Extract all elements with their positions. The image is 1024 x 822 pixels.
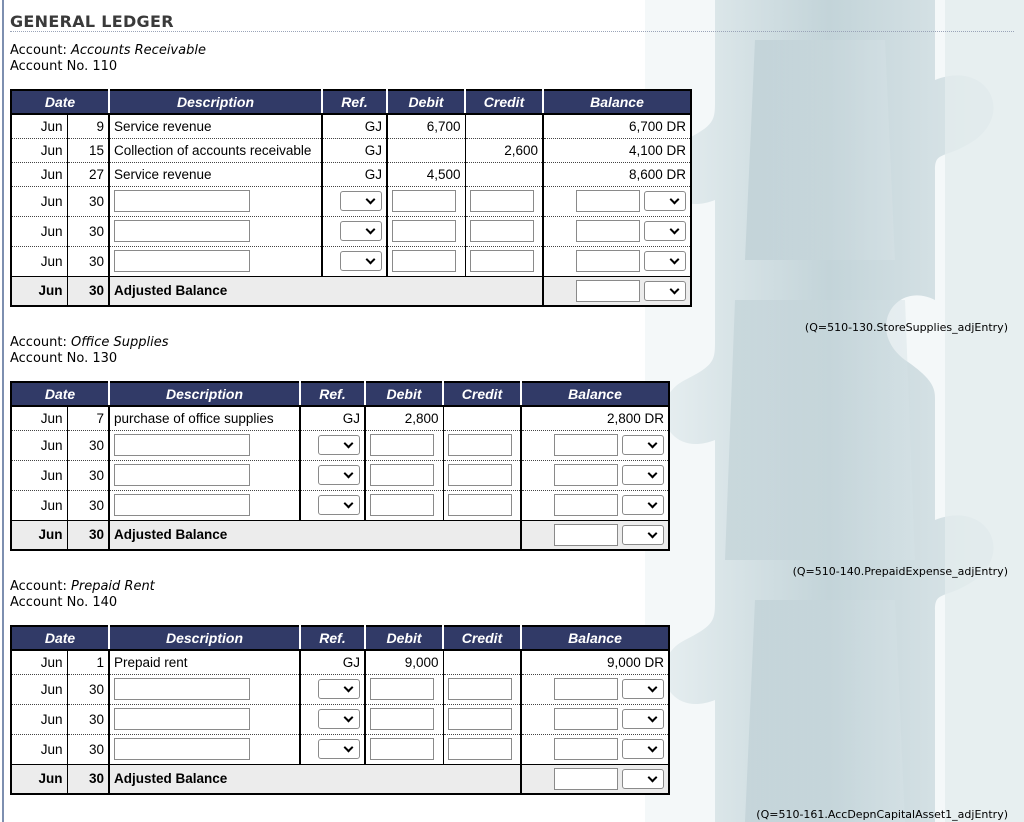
debit-cell xyxy=(387,216,465,246)
account-number: 110 xyxy=(92,59,118,74)
debit-input[interactable] xyxy=(392,190,456,212)
col-ref: Ref. xyxy=(300,626,365,650)
entry-day: 30 xyxy=(67,764,109,794)
entry-debit xyxy=(387,138,465,162)
col-debit: Debit xyxy=(365,626,443,650)
account-label: Account: xyxy=(10,43,72,58)
chevron-down-icon xyxy=(648,439,658,449)
description-input[interactable] xyxy=(114,190,250,212)
question-reference: (Q=510-161.AccDepnCapitalAsset1_adjEntry) xyxy=(756,808,1008,821)
account-label: Account: xyxy=(10,335,72,350)
balance-input[interactable] xyxy=(576,190,640,212)
ledger-table-prepaid-rent xyxy=(10,625,670,795)
entry-month: Jun xyxy=(11,186,67,216)
entry-month: Jun xyxy=(11,406,67,430)
entry-balance: 2,800 DR xyxy=(521,406,669,430)
adjusted-balance-row xyxy=(11,520,669,550)
balance-cell xyxy=(543,216,691,246)
debit-input[interactable] xyxy=(370,678,434,700)
balance-side-select[interactable] xyxy=(622,465,664,485)
ref-select[interactable] xyxy=(318,709,360,729)
table-header-row xyxy=(11,90,691,114)
credit-input[interactable] xyxy=(448,434,512,456)
balance-side-select[interactable] xyxy=(622,679,664,699)
entry-day: 30 xyxy=(67,490,109,520)
col-date: Date xyxy=(11,626,109,650)
chevron-down-icon xyxy=(670,255,680,265)
col-debit: Debit xyxy=(387,90,465,114)
ref-select[interactable] xyxy=(318,739,360,759)
description-input[interactable] xyxy=(114,494,250,516)
ref-select[interactable] xyxy=(318,465,360,485)
entry-credit xyxy=(465,162,543,186)
chevron-down-icon xyxy=(670,284,680,294)
entry-description: Service revenue xyxy=(109,162,322,186)
entry-day: 30 xyxy=(67,430,109,460)
description-input[interactable] xyxy=(114,738,250,760)
balance-cell xyxy=(543,186,691,216)
balance-side-select[interactable] xyxy=(622,769,664,789)
entry-description: purchase of office supplies xyxy=(109,406,300,430)
description-cell xyxy=(109,246,322,276)
balance-side-select[interactable] xyxy=(622,709,664,729)
ref-cell xyxy=(300,734,365,764)
entry-day: 27 xyxy=(67,162,109,186)
col-ref: Ref. xyxy=(300,382,365,406)
description-cell xyxy=(109,674,300,704)
entry-debit: 4,500 xyxy=(387,162,465,186)
chevron-down-icon xyxy=(648,499,658,509)
account-name-line xyxy=(10,43,206,58)
entry-day: 30 xyxy=(67,734,109,764)
entry-credit xyxy=(443,650,521,674)
chevron-down-icon xyxy=(648,743,658,753)
credit-input[interactable] xyxy=(448,738,512,760)
entry-day: 30 xyxy=(67,216,109,246)
entry-day: 15 xyxy=(67,138,109,162)
balance-input[interactable] xyxy=(554,434,618,456)
entry-month: Jun xyxy=(11,216,67,246)
chevron-down-icon xyxy=(366,225,376,235)
balance-input[interactable] xyxy=(576,220,640,242)
input-row xyxy=(11,674,669,704)
account-number: 140 xyxy=(92,595,118,610)
col-debit: Debit xyxy=(365,382,443,406)
balance-cell xyxy=(543,276,691,306)
credit-cell xyxy=(443,734,521,764)
account-number-line xyxy=(10,351,117,366)
col-date: Date xyxy=(11,382,109,406)
page-title: GENERAL LEDGER xyxy=(10,12,174,31)
input-row xyxy=(11,246,691,276)
balance-side-select[interactable] xyxy=(622,525,664,545)
entry-credit xyxy=(465,114,543,138)
entry-day: 1 xyxy=(67,650,109,674)
chevron-down-icon xyxy=(648,713,658,723)
adjusted-balance-label: Adjusted Balance xyxy=(109,276,543,306)
debit-input[interactable] xyxy=(370,708,434,730)
ref-cell xyxy=(300,460,365,490)
entry-month: Jun xyxy=(11,490,67,520)
account-number-label: Account No. xyxy=(10,351,93,366)
balance-side-select[interactable] xyxy=(644,281,686,301)
balance-input[interactable] xyxy=(576,250,640,272)
balance-cell xyxy=(521,430,669,460)
table-header-row xyxy=(11,626,669,650)
account-number: 130 xyxy=(92,351,118,366)
ref-select[interactable] xyxy=(318,435,360,455)
table-row xyxy=(11,138,691,162)
entry-ref: GJ xyxy=(300,406,365,430)
description-cell xyxy=(109,216,322,246)
balance-cell xyxy=(543,246,691,276)
balance-side-select[interactable] xyxy=(622,495,664,515)
credit-input[interactable] xyxy=(470,250,534,272)
col-balance: Balance xyxy=(521,626,669,650)
ref-cell xyxy=(322,216,387,246)
ref-cell xyxy=(300,674,365,704)
input-row xyxy=(11,704,669,734)
chevron-down-icon xyxy=(648,772,658,782)
entry-ref: GJ xyxy=(322,114,387,138)
entry-day: 30 xyxy=(67,460,109,490)
entry-month: Jun xyxy=(11,674,67,704)
ledger-table-office-supplies xyxy=(10,381,670,551)
credit-input[interactable] xyxy=(448,464,512,486)
account-name-line xyxy=(10,579,155,594)
entry-credit xyxy=(443,406,521,430)
question-reference: (Q=510-140.PrepaidExpense_adjEntry) xyxy=(792,565,1008,578)
entry-month: Jun xyxy=(11,764,67,794)
debit-input[interactable] xyxy=(370,738,434,760)
debit-input[interactable] xyxy=(370,434,434,456)
col-credit: Credit xyxy=(443,382,521,406)
entry-credit: 2,600 xyxy=(465,138,543,162)
account-name: Office Supplies xyxy=(71,335,169,350)
input-row xyxy=(11,734,669,764)
account-name: Prepaid Rent xyxy=(71,579,155,594)
debit-cell xyxy=(387,186,465,216)
balance-side-select[interactable] xyxy=(644,191,686,211)
chevron-down-icon xyxy=(366,255,376,265)
entry-debit: 9,000 xyxy=(365,650,443,674)
account-number-line xyxy=(10,59,117,74)
col-balance: Balance xyxy=(521,382,669,406)
description-input[interactable] xyxy=(114,708,250,730)
account-number-label: Account No. xyxy=(10,59,93,74)
ref-select[interactable] xyxy=(340,251,382,271)
debit-cell xyxy=(365,430,443,460)
entry-balance: 6,700 DR xyxy=(543,114,691,138)
entry-month: Jun xyxy=(11,734,67,764)
input-row xyxy=(11,186,691,216)
credit-input[interactable] xyxy=(448,494,512,516)
entry-ref: GJ xyxy=(300,650,365,674)
description-cell xyxy=(109,490,300,520)
description-input[interactable] xyxy=(114,434,250,456)
debit-input[interactable] xyxy=(370,494,434,516)
table-row xyxy=(11,650,669,674)
question-reference: (Q=510-130.StoreSupplies_adjEntry) xyxy=(804,321,1008,334)
entry-ref: GJ xyxy=(322,138,387,162)
entry-day: 30 xyxy=(67,246,109,276)
balance-input[interactable] xyxy=(554,494,618,516)
description-cell xyxy=(109,430,300,460)
credit-cell xyxy=(465,216,543,246)
entry-day: 30 xyxy=(67,276,109,306)
debit-cell xyxy=(365,674,443,704)
credit-cell xyxy=(465,186,543,216)
entry-month: Jun xyxy=(11,460,67,490)
entry-month: Jun xyxy=(11,704,67,734)
entry-debit: 6,700 xyxy=(387,114,465,138)
col-credit: Credit xyxy=(465,90,543,114)
balance-input[interactable] xyxy=(554,678,618,700)
description-cell xyxy=(109,704,300,734)
entry-debit: 2,800 xyxy=(365,406,443,430)
account-label: Account: xyxy=(10,579,72,594)
credit-input[interactable] xyxy=(448,678,512,700)
credit-input[interactable] xyxy=(470,220,534,242)
balance-side-select[interactable] xyxy=(622,435,664,455)
adjusted-balance-input[interactable] xyxy=(554,768,618,790)
entry-description: Prepaid rent xyxy=(109,650,300,674)
chevron-down-icon xyxy=(366,195,376,205)
entry-month: Jun xyxy=(11,430,67,460)
adjusted-balance-label: Adjusted Balance xyxy=(109,520,521,550)
adjusted-balance-row xyxy=(11,764,669,794)
entry-month: Jun xyxy=(11,246,67,276)
entry-month: Jun xyxy=(11,650,67,674)
credit-input[interactable] xyxy=(470,190,534,212)
chevron-down-icon xyxy=(648,528,658,538)
input-row xyxy=(11,430,669,460)
col-description: Description xyxy=(109,382,300,406)
entry-day: 7 xyxy=(67,406,109,430)
entry-month: Jun xyxy=(11,138,67,162)
col-balance: Balance xyxy=(543,90,691,114)
entry-ref: GJ xyxy=(322,162,387,186)
credit-cell xyxy=(443,704,521,734)
adjusted-balance-row xyxy=(11,276,691,306)
input-row xyxy=(11,460,669,490)
entry-month: Jun xyxy=(11,114,67,138)
entry-day: 30 xyxy=(67,520,109,550)
input-row xyxy=(11,490,669,520)
entry-day: 30 xyxy=(67,674,109,704)
debit-input[interactable] xyxy=(392,220,456,242)
entry-day: 30 xyxy=(67,704,109,734)
debit-cell xyxy=(387,246,465,276)
entry-month: Jun xyxy=(11,276,67,306)
credit-cell xyxy=(465,246,543,276)
chevron-down-icon xyxy=(648,683,658,693)
chevron-down-icon xyxy=(344,743,354,753)
balance-input[interactable] xyxy=(554,464,618,486)
debit-input[interactable] xyxy=(392,250,456,272)
account-name: Accounts Receivable xyxy=(71,43,206,58)
description-cell xyxy=(109,460,300,490)
credit-cell xyxy=(443,674,521,704)
entry-balance: 8,600 DR xyxy=(543,162,691,186)
adjusted-balance-label: Adjusted Balance xyxy=(109,764,521,794)
input-row xyxy=(11,216,691,246)
ref-cell xyxy=(300,430,365,460)
entry-day: 30 xyxy=(67,186,109,216)
col-credit: Credit xyxy=(443,626,521,650)
ref-select[interactable] xyxy=(318,679,360,699)
balance-cell xyxy=(521,520,669,550)
description-cell xyxy=(109,186,322,216)
debit-cell xyxy=(365,490,443,520)
chevron-down-icon xyxy=(670,225,680,235)
col-date: Date xyxy=(11,90,109,114)
account-number-line xyxy=(10,595,117,610)
ref-select[interactable] xyxy=(318,495,360,515)
balance-cell xyxy=(521,734,669,764)
ref-select[interactable] xyxy=(340,191,382,211)
balance-cell xyxy=(521,704,669,734)
chevron-down-icon xyxy=(344,469,354,479)
chevron-down-icon xyxy=(344,683,354,693)
credit-input[interactable] xyxy=(448,708,512,730)
account-name-line xyxy=(10,335,169,350)
adjusted-balance-input[interactable] xyxy=(576,280,640,302)
balance-cell xyxy=(521,674,669,704)
entry-balance: 9,000 DR xyxy=(521,650,669,674)
balance-cell xyxy=(521,460,669,490)
entry-day: 9 xyxy=(67,114,109,138)
debit-cell xyxy=(365,460,443,490)
account-number-label: Account No. xyxy=(10,595,93,610)
description-input[interactable] xyxy=(114,250,250,272)
ref-cell xyxy=(300,490,365,520)
credit-cell xyxy=(443,490,521,520)
adjusted-balance-input[interactable] xyxy=(554,524,618,546)
table-header-row xyxy=(11,382,669,406)
credit-cell xyxy=(443,460,521,490)
col-description: Description xyxy=(109,626,300,650)
title-divider xyxy=(10,31,1014,32)
ledger-table-accounts-receivable xyxy=(10,89,692,307)
table-row xyxy=(11,406,669,430)
entry-month: Jun xyxy=(11,520,67,550)
description-input[interactable] xyxy=(114,678,250,700)
ref-select[interactable] xyxy=(340,221,382,241)
balance-side-select[interactable] xyxy=(644,221,686,241)
balance-input[interactable] xyxy=(554,708,618,730)
chevron-down-icon xyxy=(344,713,354,723)
ref-cell xyxy=(322,186,387,216)
col-ref: Ref. xyxy=(322,90,387,114)
chevron-down-icon xyxy=(670,195,680,205)
balance-side-select[interactable] xyxy=(644,251,686,271)
description-input[interactable] xyxy=(114,220,250,242)
ref-cell xyxy=(322,246,387,276)
col-description: Description xyxy=(109,90,322,114)
entry-month: Jun xyxy=(11,162,67,186)
description-input[interactable] xyxy=(114,464,250,486)
entry-description: Service revenue xyxy=(109,114,322,138)
credit-cell xyxy=(443,430,521,460)
chevron-down-icon xyxy=(344,439,354,449)
chevron-down-icon xyxy=(648,469,658,479)
balance-cell xyxy=(521,490,669,520)
debit-cell xyxy=(365,734,443,764)
table-row xyxy=(11,114,691,138)
balance-cell xyxy=(521,764,669,794)
table-row xyxy=(11,162,691,186)
description-cell xyxy=(109,734,300,764)
entry-description: Collection of accounts receivable xyxy=(109,138,322,162)
balance-input[interactable] xyxy=(554,738,618,760)
debit-input[interactable] xyxy=(370,464,434,486)
chevron-down-icon xyxy=(344,499,354,509)
entry-balance: 4,100 DR xyxy=(543,138,691,162)
debit-cell xyxy=(365,704,443,734)
balance-side-select[interactable] xyxy=(622,739,664,759)
ref-cell xyxy=(300,704,365,734)
